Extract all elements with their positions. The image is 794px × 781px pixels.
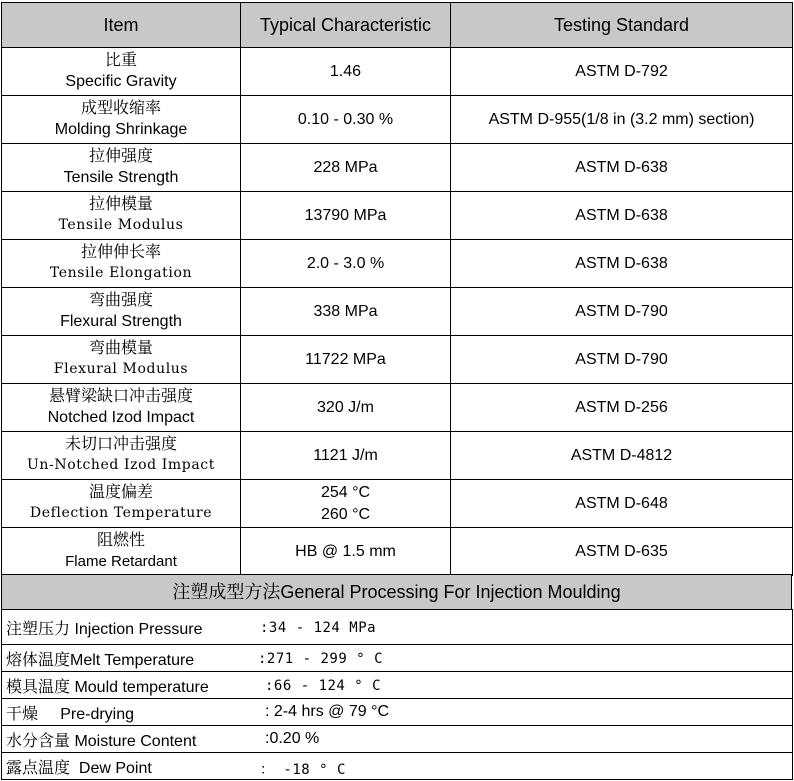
item-cell xyxy=(2,336,241,384)
standard-cell: ASTM D-955(1/8 in (3.2 mm) section) xyxy=(451,96,793,144)
item-name-cn: 弯曲强度 xyxy=(88,292,153,309)
item-name-cn: 弯曲模量 xyxy=(88,340,153,357)
item-name-en: Specific Gravity xyxy=(65,73,177,90)
item-name-cn: 未切口冲击强度 xyxy=(64,436,177,453)
table-row xyxy=(2,96,793,144)
processing-label: 模具温度 Mould temperature xyxy=(6,678,209,696)
item-cell xyxy=(2,480,241,528)
table-row xyxy=(2,192,793,240)
item-cell xyxy=(2,192,241,240)
item-cell xyxy=(2,528,241,576)
value-cell: 11722 MPa xyxy=(241,336,451,384)
value-cell: 1.46 xyxy=(241,48,451,96)
item-name-en: Tensile Modulus xyxy=(58,217,184,233)
processing-cell xyxy=(2,726,793,753)
header-testing-standard: Testing Standard xyxy=(451,3,793,48)
item-cell xyxy=(2,432,241,480)
value-cell: 320 J/m xyxy=(241,384,451,432)
processing-table xyxy=(1,609,793,780)
header-typical-characteristic: Typical Characteristic xyxy=(241,3,451,48)
table-row xyxy=(2,144,793,192)
value-cell: 2.0 - 3.0 % xyxy=(241,240,451,288)
processing-label: 露点温度 Dew Point xyxy=(6,759,152,777)
item-name-cn: 比重 xyxy=(104,52,137,69)
processing-row xyxy=(2,753,793,780)
table-row xyxy=(2,528,793,576)
value-cell: 338 MPa xyxy=(241,288,451,336)
item-name-en: Tensile Strength xyxy=(63,169,179,186)
item-name-cn: 成型收缩率 xyxy=(80,100,161,117)
header-item: Item xyxy=(2,3,241,48)
value-line-1: 254 °C xyxy=(320,483,371,501)
processing-row xyxy=(2,610,793,645)
processing-row xyxy=(2,699,793,726)
item-cell xyxy=(2,96,241,144)
item-cell xyxy=(2,48,241,96)
table-row xyxy=(2,48,793,96)
processing-row xyxy=(2,645,793,672)
standard-cell: ASTM D-638 xyxy=(451,240,793,288)
item-name-cn: 拉伸强度 xyxy=(88,148,153,165)
processing-value: :0.20 % xyxy=(265,730,320,747)
standard-cell: ASTM D-790 xyxy=(451,336,793,384)
item-name-cn: 温度偏差 xyxy=(88,484,153,501)
item-name-en: Flame Retardant xyxy=(65,553,177,570)
processing-value: : 2-4 hrs @ 79 °C xyxy=(265,703,390,720)
table-row xyxy=(2,288,793,336)
value-cell: 0.10 - 0.30 % xyxy=(241,96,451,144)
item-name-en: Tensile Elongation xyxy=(49,265,193,281)
item-name-en: Molding Shrinkage xyxy=(54,121,188,138)
standard-cell: ASTM D-256 xyxy=(451,384,793,432)
standard-cell: ASTM D-4812 xyxy=(451,432,793,480)
item-cell xyxy=(2,288,241,336)
table-header-row xyxy=(2,3,793,48)
processing-cell xyxy=(2,672,793,699)
standard-cell: ASTM D-635 xyxy=(451,528,793,576)
value-cell: 13790 MPa xyxy=(241,192,451,240)
processing-value: :271 - 299 ° C xyxy=(258,651,384,667)
value-cell: HB @ 1.5 mm xyxy=(241,528,451,576)
standard-cell: ASTM D-638 xyxy=(451,192,793,240)
table-row xyxy=(2,240,793,288)
value-line-2: 260 °C xyxy=(320,505,371,523)
value-cell: 228 MPa xyxy=(241,144,451,192)
standard-cell: ASTM D-638 xyxy=(451,144,793,192)
processing-value: :34 - 124 MPa xyxy=(260,620,377,636)
value-cell: 1121 J/m xyxy=(241,432,451,480)
item-name-cn: 悬臂梁缺口冲击强度 xyxy=(48,388,193,405)
value-cell xyxy=(241,480,451,528)
table-row xyxy=(2,480,793,528)
item-cell xyxy=(2,384,241,432)
processing-label: 水分含量 Moisture Content xyxy=(6,732,197,750)
processing-value: :66 - 124 ° C xyxy=(265,678,382,694)
processing-label: 干燥 Pre-drying xyxy=(6,705,135,723)
standard-cell: ASTM D-790 xyxy=(451,288,793,336)
processing-cell xyxy=(2,753,793,780)
processing-row xyxy=(2,672,793,699)
table-row xyxy=(2,384,793,432)
processing-value: ： -18 ° C xyxy=(260,762,346,778)
item-name-cn: 拉伸伸长率 xyxy=(80,244,161,261)
processing-row xyxy=(2,726,793,753)
item-name-en: Deflection Temperature xyxy=(29,505,213,521)
processing-cell xyxy=(2,645,793,672)
item-name-en: Un-Notched Izod Impact xyxy=(27,457,215,473)
properties-table xyxy=(1,2,793,576)
item-name-cn: 阻燃性 xyxy=(96,532,145,549)
item-cell xyxy=(2,144,241,192)
standard-cell: ASTM D-792 xyxy=(451,48,793,96)
table-row xyxy=(2,336,793,384)
processing-cell xyxy=(2,610,793,645)
processing-label: 熔体温度Melt Temperature xyxy=(6,651,195,669)
processing-section-title: 注塑成型方法General Processing For Injection Moulding xyxy=(1,574,792,610)
table-row xyxy=(2,432,793,480)
processing-cell xyxy=(2,699,793,726)
standard-cell: ASTM D-648 xyxy=(451,480,793,528)
item-name-en: Flexural Modulus xyxy=(53,361,189,377)
item-cell xyxy=(2,240,241,288)
item-name-cn: 拉伸模量 xyxy=(88,196,153,213)
item-name-en: Notched Izod Impact xyxy=(47,409,195,426)
processing-label: 注塑压力 Injection Pressure xyxy=(6,620,203,638)
item-name-en: Flexural Strength xyxy=(60,313,182,330)
